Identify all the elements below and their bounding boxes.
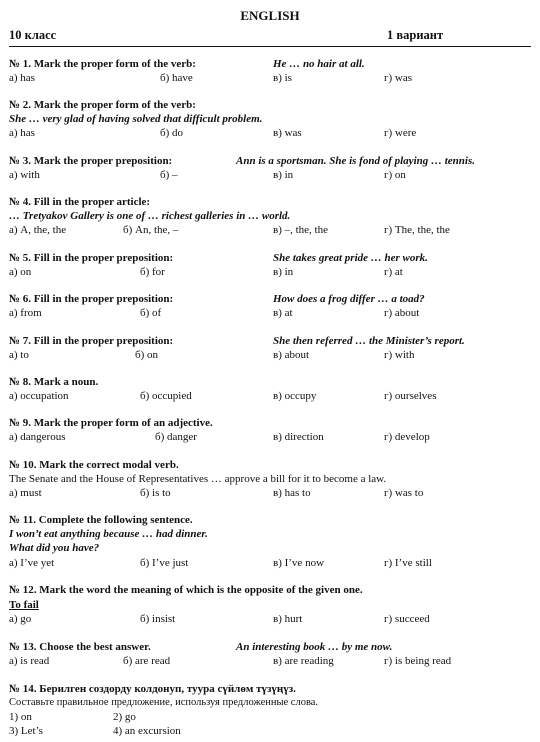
variant-label: 1 вариант [387,28,444,42]
q14-title-line [9,683,531,697]
q12-option-b: б) insist [140,613,176,625]
q13-option-d: г) is being read [384,655,452,667]
q7-option-a: а) to [9,349,29,361]
q10-option-d: г) was to [384,487,424,499]
page-title: ENGLISH [240,8,300,23]
q5-title-line [9,252,531,266]
q5-title: № 5. Fill in the proper preposition: [9,252,174,264]
q8-option-b: б) occupied [140,390,192,402]
q11-prompt-line-2 [9,542,531,556]
q11-option-a: а) I’ve yet [9,557,55,569]
q5-options [9,266,531,280]
q10-prompt: The Senate and the House of Representatives … approve a bill for it to become a law. [9,473,387,485]
q10-option-b: б) is to [140,487,171,499]
q2-option-b: б) do [160,127,184,139]
q11-options [9,557,531,571]
q13-title-line [9,641,531,655]
q6-option-c: в) at [273,307,293,319]
q13-option-c: в) are reading [273,655,334,667]
q1-option-a: а) has [9,72,35,84]
q6-prompt: How does a frog differ … a toad? [273,293,425,305]
q11-title: № 11. Complete the following sentence. [9,514,193,526]
header-divider [9,46,531,47]
q10-option-c: в) has to [273,487,311,499]
q4-title: № 4. Fill in the proper article: [9,196,151,208]
q1-title: № 1. Mark the proper form of the verb: [9,58,196,70]
q12-word-line [9,599,531,613]
q3-options [9,169,531,183]
q4-prompt-line [9,210,531,224]
q6-option-a: а) from [9,307,42,319]
q6-options [9,307,531,321]
q14-subtitle-line [9,697,531,711]
q3-title-line [9,155,531,169]
q4-title-line [9,196,531,210]
q6-option-b: б) of [140,307,162,319]
q1-options [9,72,531,86]
q14-word-3: 3) Let’s [9,725,43,737]
q12-title: № 12. Mark the word the meaning of which is the opposite of the given one. [9,584,363,596]
q1-option-b: б) have [160,72,193,84]
q8-title: № 8. Mark a noun. [9,376,99,388]
q6-title-line [9,293,531,307]
q11-option-b: б) I’ve just [140,557,189,569]
q12-options [9,613,531,627]
q4-option-a: а) A, the, the [9,224,67,236]
q14-word-4: 4) an excursion [113,725,181,737]
q14-title: № 14. Берилген создорду колдонуп, туура сүйлөм түзүңүз. [9,683,296,695]
q5-prompt: She takes great pride … her work. [273,252,428,264]
grade-label: 10 класс [9,28,57,42]
q1-title-line [9,58,531,72]
q2-title: № 2. Mark the proper form of the verb: [9,99,196,111]
q8-options [9,390,531,404]
q14-subtitle: Составьте правильное предложение, используя предложенные слова. [9,697,319,708]
q9-title: № 9. Mark the proper form of an adjective. [9,417,213,429]
q11-prompt-line-1 [9,528,531,542]
q4-option-c: в) –, the, the [273,224,328,236]
q13-options [9,655,531,669]
q2-prompt-line [9,113,531,127]
q7-prompt: She then referred … the Minister’s report. [273,335,465,347]
q9-title-line [9,417,531,431]
q11-option-d: г) I’ve still [384,557,432,569]
q2-title-line [9,99,531,113]
q3-option-d: г) on [384,169,406,181]
q4-option-d: г) The, the, the [384,224,450,236]
q9-option-b: б) danger [155,431,197,443]
q2-prompt: She … very glad of having solved that difficult problem. [9,113,263,125]
q13-prompt: An interesting book … by me now. [236,641,393,653]
q12-option-c: в) hurt [273,613,303,625]
q6-option-d: г) about [384,307,420,319]
q12-title-line [9,584,531,598]
q3-title: № 3. Mark the proper preposition: [9,155,173,167]
q5-option-b: б) for [140,266,165,278]
q7-option-c: в) about [273,349,310,361]
q8-option-d: г) ourselves [384,390,437,402]
q9-option-d: г) develop [384,431,430,443]
q8-option-c: в) occupy [273,390,317,402]
q10-prompt-line [9,473,531,487]
q3-option-b: б) – [160,169,178,181]
q11-prompt-1: I won’t eat anything because … had dinner. [9,528,208,540]
q7-options [9,349,531,363]
q5-option-c: в) in [273,266,294,278]
q1-option-d: г) was [384,72,413,84]
q11-option-c: в) I’ve now [273,557,325,569]
q13-title: № 13. Choose the best answer. [9,641,151,653]
q10-option-a: а) must [9,487,42,499]
q14-word-2: 2) go [113,711,136,723]
q8-option-a: а) occupation [9,390,69,402]
q10-title-line [9,459,531,473]
q10-title: № 10. Mark the correct modal verb. [9,459,179,471]
q4-options [9,224,531,238]
q8-title-line [9,376,531,390]
q2-option-d: г) were [384,127,417,139]
q2-option-a: а) has [9,127,35,139]
q9-options [9,431,531,445]
q1-prompt: He … no hair at all. [273,58,365,70]
q7-title-line [9,335,531,349]
q3-prompt: Ann is a sportsman. She is fond of playing … tennis. [236,155,476,167]
q11-prompt-2: What did you have? [9,542,100,554]
q12-option-d: г) succeed [384,613,430,625]
q12-option-a: а) go [9,613,32,625]
q4-prompt: … Tretyakov Gallery is one of … richest galleries in … world. [9,210,291,222]
q9-option-c: в) direction [273,431,324,443]
q3-option-c: в) in [273,169,294,181]
q10-options [9,487,531,501]
q13-option-b: б) are read [123,655,171,667]
q3-option-a: а) with [9,169,40,181]
q12-given-word: To fail [9,599,39,611]
q2-option-c: в) was [273,127,302,139]
q13-option-a: а) is read [9,655,50,667]
q14-words-row-1 [9,711,531,725]
q7-title: № 7. Fill in the proper preposition: [9,335,174,347]
q2-options [9,127,531,141]
q7-option-b: б) on [135,349,159,361]
q5-option-d: г) at [384,266,403,278]
q4-option-b: б) An, the, – [123,224,179,236]
q6-title: № 6. Fill in the proper preposition: [9,293,174,305]
q5-option-a: а) on [9,266,32,278]
q11-title-line [9,514,531,528]
q9-option-a: а) dangerous [9,431,66,443]
q14-word-1: 1) on [9,711,32,723]
q14-words-row-2 [9,725,531,739]
q1-option-c: в) is [273,72,292,84]
q7-option-d: г) with [384,349,415,361]
